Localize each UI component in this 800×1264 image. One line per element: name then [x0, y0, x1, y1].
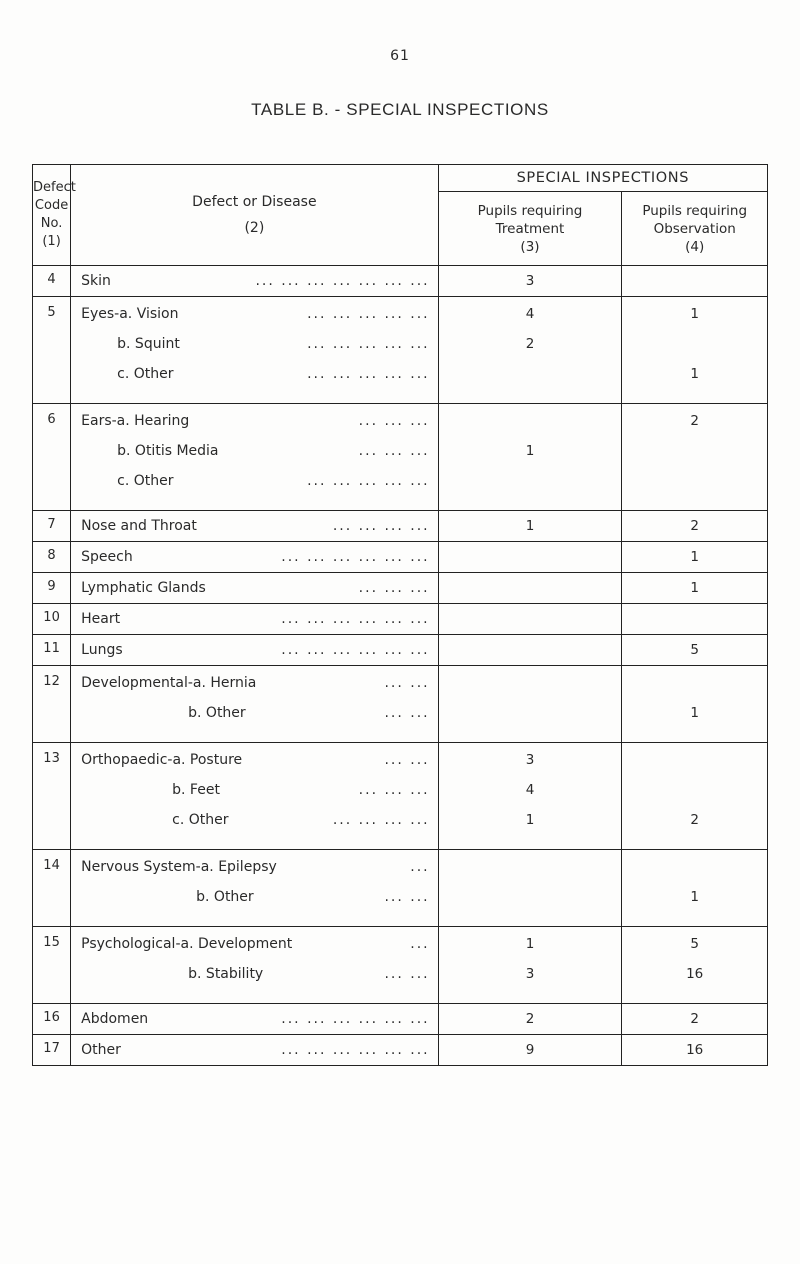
- defect-code: 12: [33, 666, 71, 743]
- header-special-inspections: SPECIAL INSPECTIONS: [438, 165, 767, 192]
- defect-description: [71, 404, 438, 511]
- description-label: Eyes-a. Vision: [81, 306, 179, 322]
- table-row: [33, 297, 768, 404]
- treatment-cell: [438, 404, 622, 511]
- treatment-value: [439, 579, 622, 597]
- leader-dots: ... ... ...: [358, 580, 430, 596]
- observation-cell: [622, 542, 768, 573]
- leader-dots: ... ... ... ... ...: [307, 306, 430, 322]
- defect-description: [71, 604, 438, 635]
- leader-dots: ...: [410, 859, 430, 875]
- observation-value: [622, 751, 767, 781]
- description-label: b. Other: [188, 705, 246, 721]
- description-line: [81, 472, 437, 502]
- description-line: [81, 965, 437, 995]
- header-treatment-line: Pupils requiring: [477, 202, 583, 219]
- observation-value: 16: [686, 966, 704, 982]
- description-label: Lungs: [81, 642, 123, 658]
- observation-value: 5: [690, 936, 699, 952]
- defect-code: 14: [33, 850, 71, 927]
- treatment-value: 1: [525, 518, 535, 534]
- defect-code: 11: [33, 635, 71, 666]
- description-line: [81, 272, 437, 290]
- observation-value: 1: [690, 580, 699, 596]
- description-line: [81, 442, 437, 472]
- description-label: Psychological-a. Development: [81, 936, 293, 952]
- treatment-cell: [438, 511, 622, 542]
- table-row: [33, 511, 768, 542]
- table-row: [33, 666, 768, 743]
- description-label: b. Stability: [188, 966, 264, 982]
- observation-cell: [622, 743, 768, 850]
- table-row: [33, 850, 768, 927]
- header-code-line: (1): [42, 234, 61, 249]
- description-line: [81, 935, 437, 965]
- description-line: [81, 674, 437, 704]
- leader-dots: ... ... ...: [358, 413, 430, 429]
- observation-value: 2: [690, 812, 699, 828]
- description-line: [81, 751, 437, 781]
- leader-dots: ... ... ...: [358, 782, 430, 798]
- description-line: [81, 811, 437, 841]
- table-body: [33, 266, 768, 1066]
- treatment-value: 9: [525, 1042, 535, 1058]
- treatment-cell: [438, 927, 622, 1004]
- treatment-value: 1: [525, 443, 535, 459]
- observation-cell: [622, 850, 768, 927]
- treatment-value: [439, 472, 622, 502]
- leader-dots: ... ... ... ... ... ...: [281, 1011, 430, 1027]
- treatment-value: 4: [525, 782, 535, 798]
- defect-code: 7: [33, 511, 71, 542]
- leader-dots: ... ... ... ... ... ...: [281, 642, 430, 658]
- treatment-value: 3: [525, 273, 535, 289]
- treatment-value: 3: [525, 752, 535, 768]
- header-observation-line: Pupils requiring: [642, 202, 748, 219]
- description-label: c. Other: [172, 812, 229, 828]
- leader-dots: ... ...: [384, 705, 430, 721]
- defect-code: 4: [33, 266, 71, 297]
- observation-value: [622, 781, 767, 811]
- leader-dots: ... ... ... ...: [332, 518, 430, 534]
- description-label: Speech: [81, 549, 133, 565]
- leader-dots: ... ... ... ... ... ...: [281, 1042, 430, 1058]
- leader-dots: ... ...: [384, 675, 430, 691]
- description-line: [81, 781, 437, 811]
- treatment-value: 4: [525, 306, 535, 322]
- treatment-cell: [438, 573, 622, 604]
- defect-code: 16: [33, 1004, 71, 1035]
- treatment-value: 2: [525, 1011, 535, 1027]
- observation-cell: [622, 266, 768, 297]
- header-disease-line: (2): [244, 220, 265, 236]
- description-line: [81, 517, 437, 535]
- observation-cell: [622, 573, 768, 604]
- description-line: [81, 579, 437, 597]
- defect-code: 5: [33, 297, 71, 404]
- observation-value: [622, 472, 767, 502]
- defect-code: 10: [33, 604, 71, 635]
- observation-cell: [622, 404, 768, 511]
- observation-value: [622, 610, 767, 628]
- header-code-line: Code: [34, 198, 69, 213]
- defect-description: [71, 266, 438, 297]
- observation-value: 1: [690, 549, 699, 565]
- leader-dots: ... ...: [384, 966, 430, 982]
- description-line: [81, 888, 437, 918]
- header-observation-line: Observation: [653, 220, 736, 237]
- treatment-value: [439, 704, 622, 734]
- table-title: TABLE B. - SPECIAL INSPECTIONS: [251, 100, 549, 119]
- description-label: Ears-a. Hearing: [81, 413, 190, 429]
- leader-dots: ...: [410, 936, 430, 952]
- description-label: b. Other: [196, 889, 254, 905]
- observation-value: [622, 272, 767, 290]
- observation-value: 16: [686, 1042, 704, 1058]
- special-inspections-table: [32, 164, 768, 1066]
- observation-value: [622, 674, 767, 704]
- header-treatment-line: (3): [520, 238, 540, 255]
- defect-description: [71, 511, 438, 542]
- defect-description: [71, 1035, 438, 1066]
- defect-description: [71, 927, 438, 1004]
- defect-code: 13: [33, 743, 71, 850]
- observation-value: 1: [690, 306, 699, 322]
- defect-code: 8: [33, 542, 71, 573]
- header-code: [33, 165, 76, 266]
- defect-code: 6: [33, 404, 71, 511]
- header-observation: [622, 192, 768, 266]
- description-line: [81, 412, 437, 442]
- treatment-value: [439, 412, 622, 442]
- header-disease: [71, 165, 438, 266]
- leader-dots: ... ... ... ...: [332, 812, 430, 828]
- description-label: c. Other: [117, 366, 174, 382]
- description-label: b. Feet: [172, 782, 220, 798]
- defect-description: [71, 297, 438, 404]
- observation-cell: [622, 635, 768, 666]
- treatment-cell: [438, 604, 622, 635]
- treatment-cell: [438, 266, 622, 297]
- defect-description: [71, 542, 438, 573]
- treatment-value: [439, 610, 622, 628]
- leader-dots: ... ... ... ... ...: [307, 366, 430, 382]
- observation-cell: [622, 604, 768, 635]
- observation-value: [622, 335, 767, 365]
- observation-value: 2: [690, 1011, 699, 1027]
- observation-value: 2: [690, 518, 699, 534]
- treatment-value: 1: [525, 936, 535, 952]
- defect-description: [71, 850, 438, 927]
- description-line: [81, 610, 437, 628]
- leader-dots: ... ... ... ... ... ... ...: [255, 273, 430, 289]
- observation-cell: [622, 1004, 768, 1035]
- description-label: Abdomen: [81, 1011, 149, 1027]
- treatment-value: [439, 674, 622, 704]
- observation-cell: [622, 1035, 768, 1066]
- description-line: [81, 365, 437, 395]
- treatment-value: [439, 888, 622, 918]
- defect-description: [71, 635, 438, 666]
- description-label: Developmental-a. Hernia: [81, 675, 257, 691]
- defect-code: 15: [33, 927, 71, 1004]
- description-label: Other: [81, 1042, 121, 1058]
- description-label: Heart: [81, 611, 121, 627]
- header-code-line: Defect: [33, 180, 76, 195]
- header-treatment-line: Treatment: [495, 220, 565, 237]
- table-row: [33, 635, 768, 666]
- defect-description: [71, 573, 438, 604]
- table-row: [33, 604, 768, 635]
- leader-dots: ... ... ... ... ... ...: [281, 611, 430, 627]
- defect-code: 17: [33, 1035, 71, 1066]
- treatment-value: [439, 548, 622, 566]
- description-line: [81, 1041, 437, 1059]
- defect-code: 9: [33, 573, 71, 604]
- defect-description: [71, 666, 438, 743]
- treatment-value: [439, 641, 622, 659]
- observation-cell: [622, 511, 768, 542]
- observation-value: 5: [690, 642, 699, 658]
- leader-dots: ... ... ... ... ...: [307, 336, 430, 352]
- description-line: [81, 641, 437, 659]
- leader-dots: ... ... ... ... ...: [307, 473, 430, 489]
- description-label: Skin: [81, 273, 111, 289]
- treatment-cell: [438, 743, 622, 850]
- treatment-cell: [438, 1004, 622, 1035]
- table-row: [33, 927, 768, 1004]
- treatment-cell: [438, 666, 622, 743]
- description-label: Nose and Throat: [81, 518, 197, 534]
- leader-dots: ... ...: [384, 889, 430, 905]
- treatment-cell: [438, 297, 622, 404]
- observation-cell: [622, 666, 768, 743]
- treatment-value: [439, 365, 622, 395]
- treatment-value: [439, 858, 622, 888]
- description-label: Orthopaedic-a. Posture: [81, 752, 243, 768]
- table-row: [33, 1004, 768, 1035]
- observation-value: [622, 858, 767, 888]
- header-code-line: No.: [40, 216, 63, 231]
- defect-description: [71, 1004, 438, 1035]
- table-row: [33, 542, 768, 573]
- table-row: [33, 743, 768, 850]
- description-line: [81, 1010, 437, 1028]
- description-line: [81, 305, 437, 335]
- treatment-value: 1: [525, 812, 535, 828]
- table-row: [33, 573, 768, 604]
- table-row: [33, 1035, 768, 1066]
- treatment-cell: [438, 635, 622, 666]
- treatment-cell: [438, 542, 622, 573]
- defect-description: [71, 743, 438, 850]
- observation-value: 1: [690, 366, 699, 382]
- leader-dots: ... ... ... ... ... ...: [281, 549, 430, 565]
- header-disease-line: Defect or Disease: [192, 194, 317, 210]
- treatment-value: 2: [525, 336, 535, 352]
- description-line: [81, 335, 437, 365]
- table-row: [33, 404, 768, 511]
- description-label: b. Otitis Media: [117, 443, 219, 459]
- treatment-cell: [438, 1035, 622, 1066]
- description-label: Nervous System-a. Epilepsy: [81, 859, 277, 875]
- header-treatment: [438, 192, 622, 266]
- description-line: [81, 858, 437, 888]
- leader-dots: ... ...: [384, 752, 430, 768]
- description-label: b. Squint: [117, 336, 180, 352]
- table-row: [33, 266, 768, 297]
- description-label: Lymphatic Glands: [81, 580, 206, 596]
- observation-value: 1: [690, 705, 699, 721]
- description-line: [81, 704, 437, 734]
- page-number: 61: [390, 48, 410, 64]
- observation-cell: [622, 297, 768, 404]
- description-line: [81, 548, 437, 566]
- treatment-cell: [438, 850, 622, 927]
- observation-value: [622, 442, 767, 472]
- observation-value: 1: [690, 889, 699, 905]
- observation-value: 2: [690, 413, 699, 429]
- treatment-value: 3: [525, 966, 535, 982]
- leader-dots: ... ... ...: [358, 443, 430, 459]
- header-observation-line: (4): [685, 238, 705, 255]
- description-label: c. Other: [117, 473, 174, 489]
- observation-cell: [622, 927, 768, 1004]
